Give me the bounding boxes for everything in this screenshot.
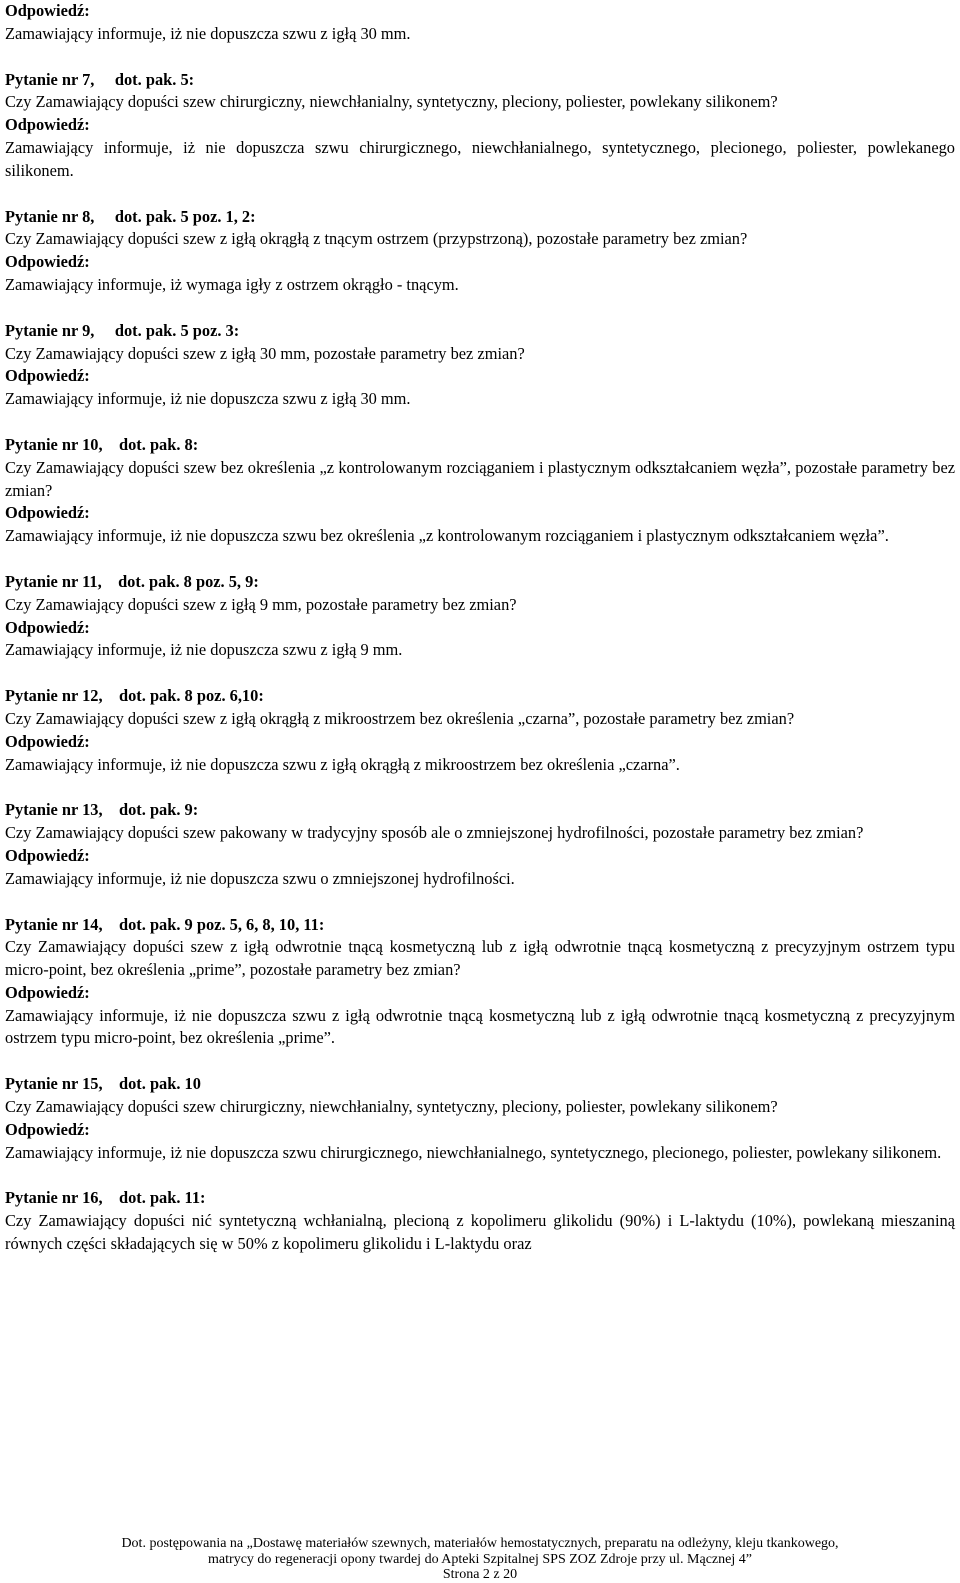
body-paragraph: Zamawiający informuje, iż nie dopuszcza szwu z igłą odwrotnie tnącą kosmetyczną lub z igłą odwrotnie tnącą kosmetyczną z precyzyjnym ostrzem typu micro-point, bez określenia „prime”.	[5, 1005, 955, 1048]
paragraph-gap	[5, 662, 955, 685]
answer-label: Odpowiedź:	[5, 617, 90, 637]
question-heading: Pytanie nr 8, dot. pak. 5 poz. 1, 2:	[5, 206, 256, 226]
body-paragraph: Czy Zamawiający dopuści szew z igłą odwrotnie tnącą kosmetyczną lub z igłą odwrotnie tnącą kosmetyczną z precyzyjnym ostrzem typu micro-point, bez określenia „prime”, pozostałe parametry bez zmian?	[5, 937, 955, 980]
document-body	[5, 0, 955, 1256]
answer-label: Odpowiedź:	[5, 982, 90, 1002]
paragraph-gap	[5, 411, 955, 434]
body-paragraph: Zamawiający informuje, iż nie dopuszcza szwu chirurgicznego, niewchłanialnego, syntetycznego, plecionego, poliester, powlekanego silikonem.	[5, 137, 955, 180]
body-paragraph: Zamawiający informuje, iż nie dopuszcza szwu o zmniejszonej hydrofilności.	[5, 868, 515, 888]
answer-label: Odpowiedź:	[5, 115, 90, 135]
question-heading: Pytanie nr 10, dot. pak. 8:	[5, 434, 199, 454]
paragraph-gap	[5, 548, 955, 571]
body-paragraph: Zamawiający informuje, iż nie dopuszcza szwu z igłą 30 mm.	[5, 23, 411, 43]
answer-label: Odpowiedź:	[5, 252, 90, 272]
answer-label: Odpowiedź:	[5, 1, 90, 20]
body-paragraph: Czy Zamawiający dopuści szew z igłą 9 mm, pozostałe parametry bez zmian?	[5, 594, 517, 614]
paragraph-gap	[5, 183, 955, 206]
question-heading: Pytanie nr 14, dot. pak. 9 poz. 5, 6, 8, 10, 11:	[5, 914, 325, 934]
body-paragraph: Czy Zamawiający dopuści szew pakowany w tradycyjny sposób ale o zmniejszonej hydrofilności, pozostałe parametry bez zmian?	[5, 823, 864, 843]
body-paragraph: Zamawiający informuje, iż nie dopuszcza szwu z igłą 9 mm.	[5, 640, 403, 660]
body-paragraph: Czy Zamawiający dopuści szew chirurgiczny, niewchłanialny, syntetyczny, pleciony, poliester, powlekany silikonem?	[5, 92, 778, 112]
page-footer	[0, 1536, 960, 1583]
page-number: Strona 2 z 20	[442, 1567, 518, 1582]
body-paragraph: Czy Zamawiający dopuści nić syntetyczną wchłanialną, plecioną z kopolimeru glikolidu (90%) i L-laktydu (10%), powlekaną mieszaniną równych części składających się w 50% z kopolimeru glikolidu i L-laktydu oraz	[5, 1211, 955, 1254]
footer-procedure-line-2: matrycy do regeneracji opony twardej do Apteki Szpitalnej SPS ZOZ Zdroje przy ul. Mącznej 4”	[208, 1551, 752, 1567]
body-paragraph: Czy Zamawiający dopuści szew z igłą okrągłą z tnącym ostrzem (przypstrzoną), pozostałe parametry bez zmian?	[5, 229, 748, 249]
answer-label: Odpowiedź:	[5, 366, 90, 386]
footer-procedure-line-1: Dot. postępowania na „Dostawę materiałów szewnych, materiałów hemostatycznych, preparatu na odleżyny, kleju tkankowego,	[121, 1536, 839, 1551]
question-heading: Pytanie nr 11, dot. pak. 8 poz. 5, 9:	[5, 571, 259, 591]
body-paragraph: Czy Zamawiający dopuści szew z igłą okrągłą z mikroostrzem bez określenia „czarna”, pozostałe parametry bez zmian?	[5, 708, 795, 728]
question-heading: Pytanie nr 13, dot. pak. 9:	[5, 800, 199, 820]
body-paragraph: Zamawiający informuje, iż nie dopuszcza szwu z igłą 30 mm.	[5, 389, 411, 409]
answer-label: Odpowiedź:	[5, 503, 90, 523]
question-heading: Pytanie nr 9, dot. pak. 5 poz. 3:	[5, 320, 240, 340]
body-paragraph: Czy Zamawiający dopuści szew z igłą 30 mm, pozostałe parametry bez zmian?	[5, 343, 525, 363]
body-paragraph: Czy Zamawiający dopuści szew bez określenia „z kontrolowanym rozciąganiem i plastycznym odkształcaniem węzła”, pozostałe parametry bez zmian?	[5, 457, 955, 500]
paragraph-gap	[5, 776, 955, 799]
body-paragraph: Zamawiający informuje, iż nie dopuszcza szwu bez określenia „z kontrolowanym rozciąganiem i plastycznym odkształcaniem węzła”.	[5, 526, 889, 546]
body-paragraph: Zamawiający informuje, iż nie dopuszcza szwu z igłą okrągłą z mikroostrzem bez określenia „czarna”.	[5, 754, 680, 774]
question-heading: Pytanie nr 12, dot. pak. 8 poz. 6,10:	[5, 686, 264, 706]
answer-label: Odpowiedź:	[5, 845, 90, 865]
paragraph-gap	[5, 891, 955, 914]
answer-label: Odpowiedź:	[5, 1119, 90, 1139]
body-paragraph: Czy Zamawiający dopuści szew chirurgiczny, niewchłanialny, syntetyczny, pleciony, poliester, powlekany silikonem?	[5, 1097, 778, 1117]
paragraph-gap	[5, 46, 955, 69]
question-heading: Pytanie nr 15, dot. pak. 10	[5, 1074, 201, 1094]
paragraph-gap	[5, 297, 955, 320]
paragraph-gap	[5, 1050, 955, 1073]
answer-label: Odpowiedź:	[5, 731, 90, 751]
body-paragraph: Zamawiający informuje, iż wymaga igły z ostrzem okrągło - tnącym.	[5, 274, 459, 294]
question-heading: Pytanie nr 7, dot. pak. 5:	[5, 69, 195, 89]
question-heading: Pytanie nr 16, dot. pak. 11:	[5, 1188, 206, 1208]
paragraph-gap	[5, 1164, 955, 1187]
body-paragraph: Zamawiający informuje, iż nie dopuszcza szwu chirurgicznego, niewchłanialnego, syntetycznego, plecionego, poliester, powlekany silikonem.	[5, 1142, 942, 1162]
